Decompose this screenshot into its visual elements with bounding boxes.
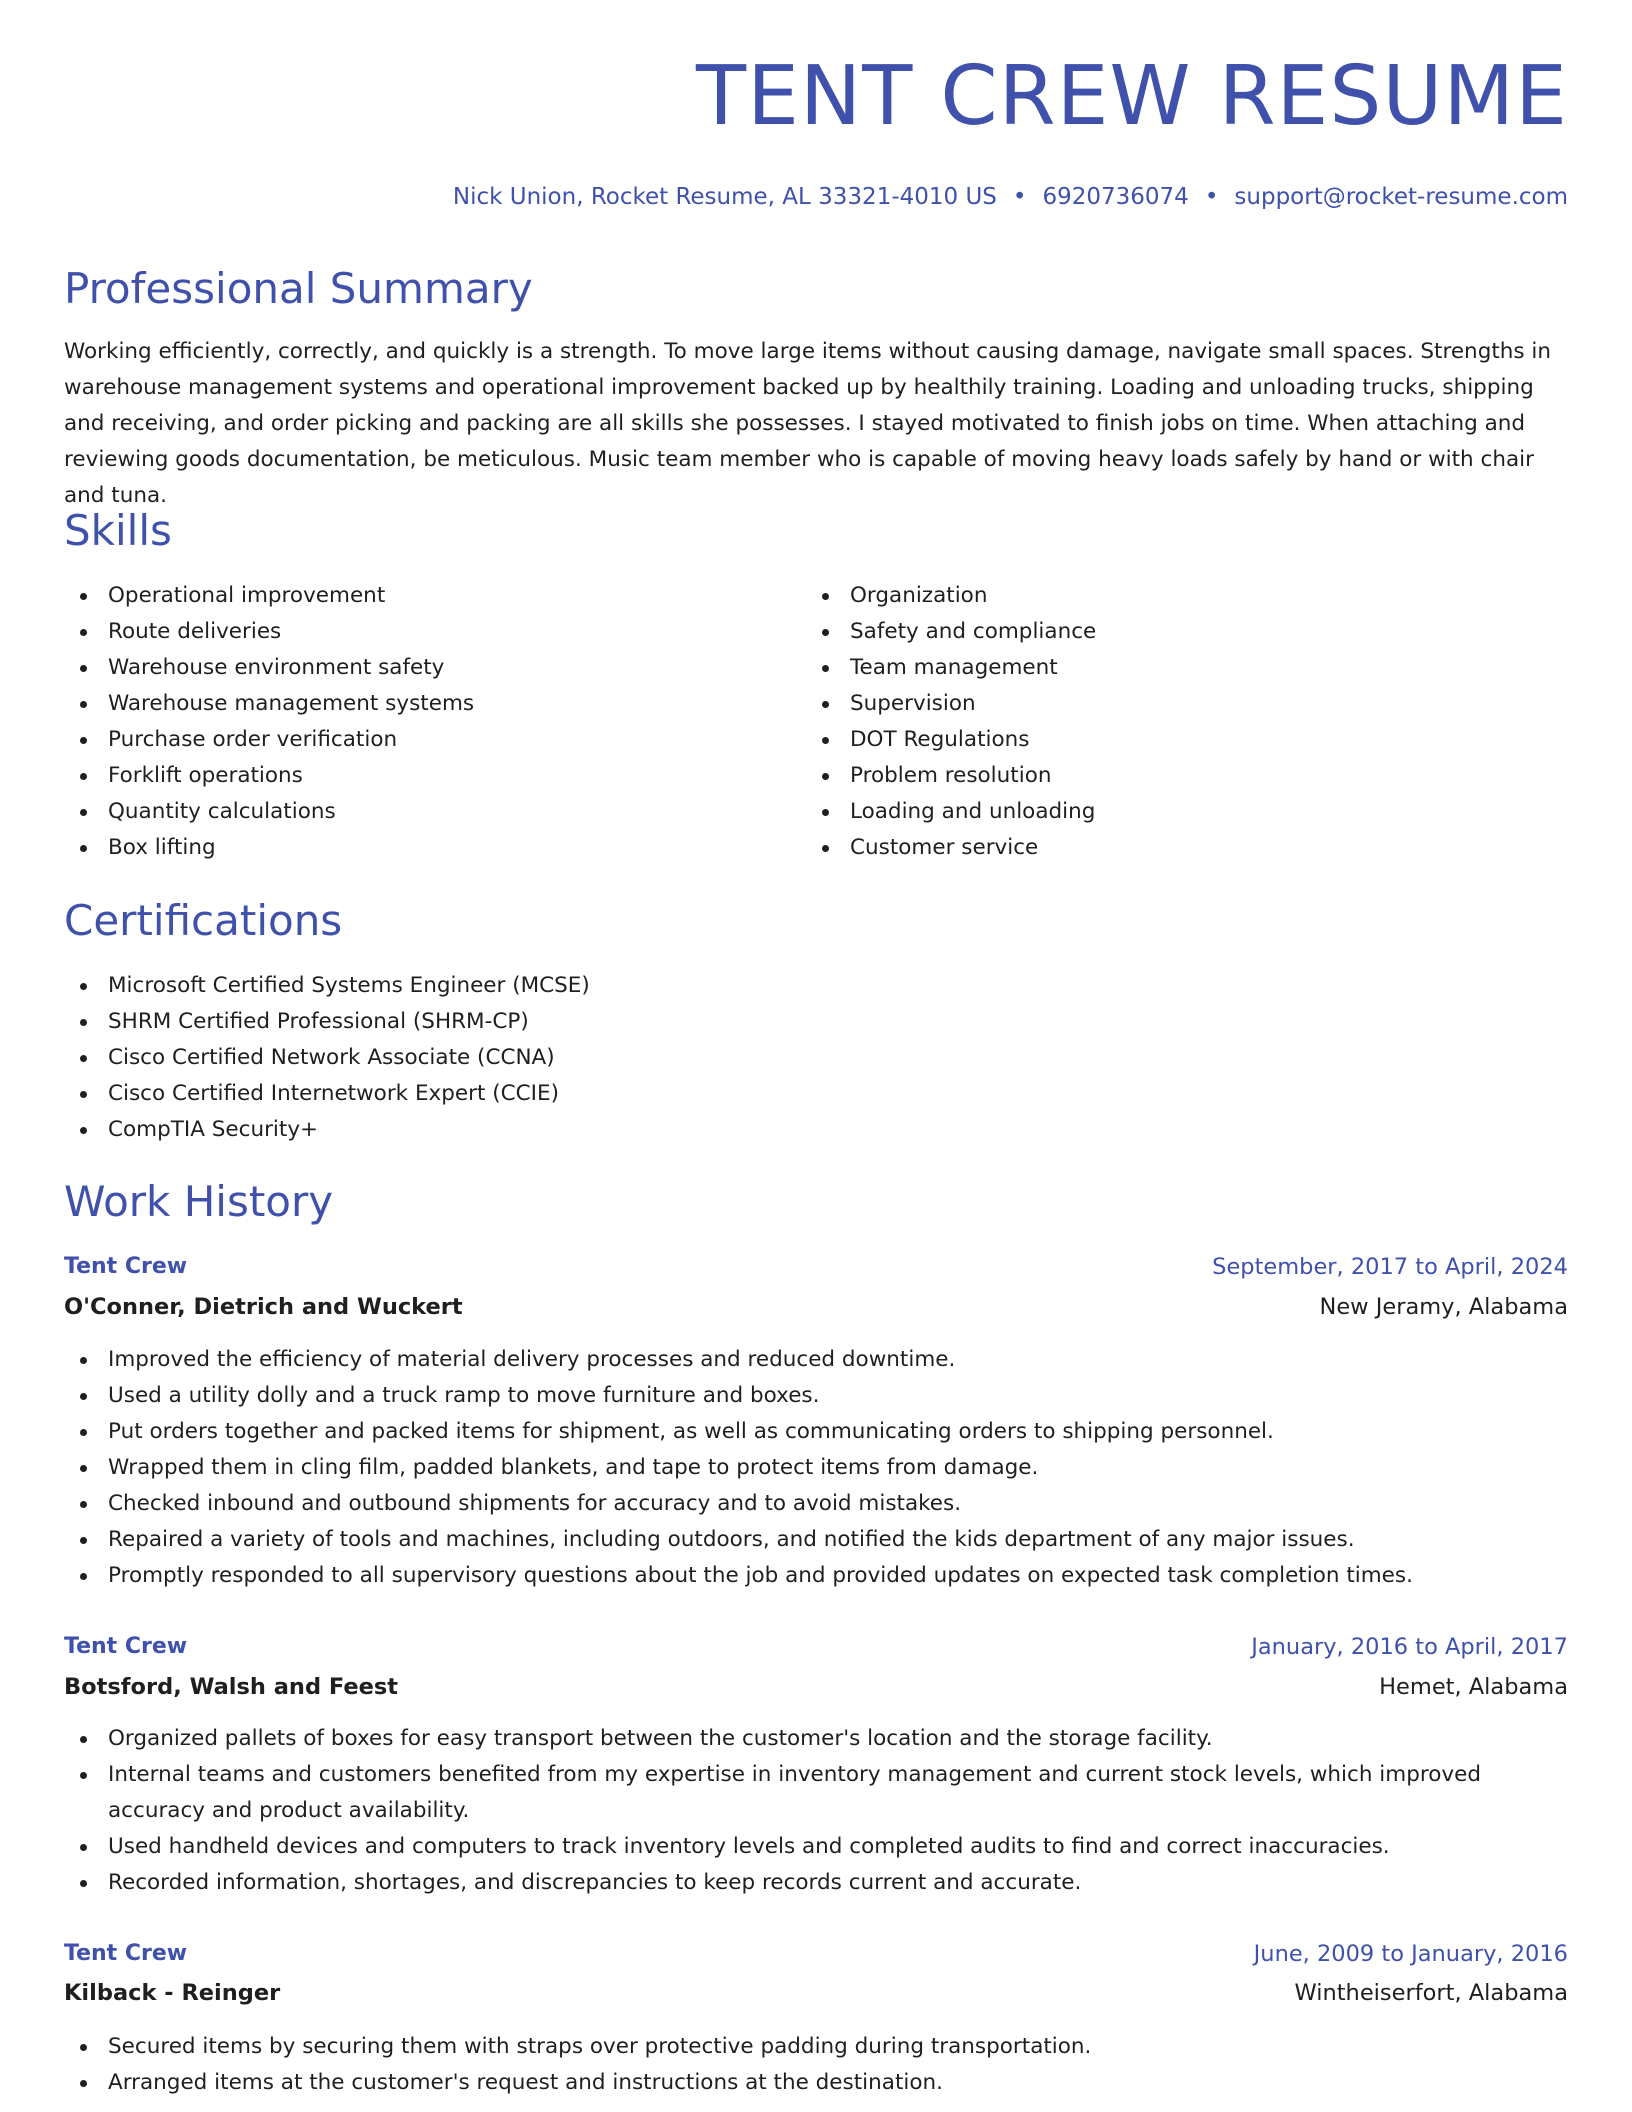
job-role: Tent Crew	[64, 1634, 188, 1659]
job-location: Hemet, Alabama	[1379, 1674, 1568, 1700]
job-company: Botsford, Walsh and Feest	[64, 1674, 399, 1700]
contact-address: Nick Union, Rocket Resume, AL 33321-4010 US	[452, 184, 997, 210]
skill-text: Quantity calculations	[108, 799, 336, 824]
bullet-dot	[80, 845, 87, 852]
bullet-dot	[80, 773, 87, 780]
bullet-dot	[80, 665, 87, 672]
job-bullet	[64, 1558, 1568, 1594]
skill-item	[806, 650, 1506, 686]
job-bullet-text: Improved the efficiency of material delivery processes and reduced downtime.	[108, 1347, 956, 1372]
summary-text: Working efficiently, correctly, and quickly is a strength. To move large items without causing damage, navigate small spaces. Strengths in warehouse management systems and operational improvement backed up by healthily training. Loading and unloading trucks, shipping and receiving, and order picking and packing are all skills she possesses. I stayed motivated to finish jobs on time. When attaching and reviewing goods documentation, be meticulous. Music team member who is capable of moving heavy loads safely by hand or with chair and tuna.	[64, 339, 1552, 508]
job-bullet-text: Checked inbound and outbound shipments for accuracy and to avoid mistakes.	[108, 1491, 962, 1516]
certification-item	[64, 1004, 964, 1040]
skill-item	[64, 686, 764, 722]
bullet-dot	[80, 1736, 87, 1743]
job-company: Kilback - Reinger	[64, 1980, 281, 2006]
skill-text: Supervision	[850, 691, 976, 716]
job-bullet-text: Organized pallets of boxes for easy transport between the customer's location and the storage facility.	[108, 1726, 1213, 1751]
resume-title: TENT CREW RESUME	[696, 49, 1568, 144]
skill-text: Purchase order verification	[108, 727, 398, 752]
job-bullet-text: Put orders together and packed items for shipment, as well as communicating orders to shipping personnel.	[108, 1419, 1274, 1444]
job-dates: January, 2016 to April, 2017	[1251, 1634, 1568, 1660]
job-bullet	[64, 1721, 1568, 1757]
bullet-dot	[80, 1880, 87, 1887]
skill-item	[806, 794, 1506, 830]
contact-separator: •	[1204, 184, 1219, 210]
bullet-dot	[80, 1429, 87, 1436]
job-bullet	[64, 1450, 1568, 1486]
contact-phone: 6920736074	[1042, 184, 1189, 210]
skill-text: Warehouse environment safety	[108, 655, 445, 680]
bullet-dot	[80, 1844, 87, 1851]
skill-text: Organization	[850, 583, 988, 608]
job-location: New Jeramy, Alabama	[1319, 1294, 1568, 1320]
bullet-dot	[80, 2080, 87, 2087]
skill-text: Safety and compliance	[850, 619, 1097, 644]
job-bullet	[64, 1757, 1568, 1829]
job-bullet-text: Used a utility dolly and a truck ramp to move furniture and boxes.	[108, 1383, 820, 1408]
bullet-dot	[80, 1573, 87, 1580]
bullet-dot	[80, 1019, 87, 1026]
bullet-dot	[80, 593, 87, 600]
skill-item	[64, 722, 764, 758]
job-bullet	[64, 1414, 1568, 1450]
job-bullet-list	[64, 2029, 1568, 2101]
bullet-dot	[80, 1537, 87, 1544]
job-bullet	[64, 1865, 1568, 1901]
certification-item	[64, 1076, 964, 1112]
job-dates: September, 2017 to April, 2024	[1212, 1254, 1568, 1280]
bullet-dot	[80, 2044, 87, 2051]
job-bullet-list	[64, 1342, 1568, 1594]
job-bullet	[64, 1486, 1568, 1522]
job-bullet-text: Internal teams and customers benefited from my expertise in inventory management and current stock levels, which improved accuracy and product availability.	[108, 1762, 1481, 1823]
bullet-dot	[80, 1127, 87, 1134]
job-location: Wintheiserfort, Alabama	[1294, 1980, 1568, 2006]
certification-text: Cisco Certified Internetwork Expert (CCIE)	[108, 1081, 559, 1106]
bullet-dot	[80, 701, 87, 708]
skill-text: Operational improvement	[108, 583, 386, 608]
skill-text: DOT Regulations	[850, 727, 1030, 752]
summary-heading: Professional Summary	[64, 264, 533, 313]
bullet-dot	[80, 629, 87, 636]
bullet-dot	[822, 845, 829, 852]
skill-item	[64, 830, 764, 866]
job-bullet-list	[64, 1721, 1568, 1901]
bullet-dot	[822, 737, 829, 744]
skill-item	[64, 650, 764, 686]
job-role: Tent Crew	[64, 1254, 188, 1279]
skill-item	[64, 614, 764, 650]
certification-text: Cisco Certified Network Associate (CCNA)	[108, 1045, 555, 1070]
job-bullet	[64, 1522, 1568, 1558]
job-role: Tent Crew	[64, 1941, 188, 1966]
bullet-dot	[80, 1465, 87, 1472]
certifications-heading: Certifications	[64, 896, 343, 945]
job-bullet-text: Arranged items at the customer's request and instructions at the destination.	[108, 2070, 943, 2095]
certification-item	[64, 1040, 964, 1076]
contact-separator: •	[1012, 184, 1027, 210]
skill-item	[64, 794, 764, 830]
job-bullet	[64, 1342, 1568, 1378]
certification-text: SHRM Certified Professional (SHRM-CP)	[108, 1009, 529, 1034]
bullet-dot	[80, 737, 87, 744]
certification-text: CompTIA Security+	[108, 1117, 319, 1142]
job-bullet	[64, 2065, 1568, 2101]
job-company: O'Conner, Dietrich and Wuckert	[64, 1294, 463, 1320]
skills-list-right	[806, 578, 1506, 866]
bullet-dot	[80, 809, 87, 816]
bullet-dot	[80, 1393, 87, 1400]
job-bullet	[64, 2029, 1568, 2065]
skill-item	[64, 578, 764, 614]
job-dates: June, 2009 to January, 2016	[1253, 1941, 1568, 1967]
bullet-dot	[822, 701, 829, 708]
contact-line	[453, 183, 1568, 211]
skill-text: Problem resolution	[850, 763, 1052, 788]
skill-item	[806, 758, 1506, 794]
job-bullet-text: Used handheld devices and computers to track inventory levels and completed audits to find and correct inaccuracies.	[108, 1834, 1390, 1859]
bullet-dot	[80, 1357, 87, 1364]
job-bullet-text: Secured items by securing them with straps over protective padding during transportation.	[108, 2034, 1092, 2059]
skill-text: Warehouse management systems	[108, 691, 475, 716]
bullet-dot	[822, 593, 829, 600]
certification-text: Microsoft Certified Systems Engineer (MCSE)	[108, 973, 590, 998]
skill-item	[64, 758, 764, 794]
skill-item	[806, 686, 1506, 722]
job-bullet	[64, 1829, 1568, 1865]
skill-text: Forklift operations	[108, 763, 303, 788]
job-bullet-text: Promptly responded to all supervisory questions about the job and provided updates on expected task completion times.	[108, 1563, 1413, 1588]
bullet-dot	[80, 983, 87, 990]
bullet-dot	[822, 665, 829, 672]
certifications-list	[64, 968, 964, 1148]
work-history-heading: Work History	[64, 1177, 334, 1226]
skill-item	[806, 614, 1506, 650]
skill-text: Loading and unloading	[850, 799, 1096, 824]
certification-item	[64, 968, 964, 1004]
bullet-dot	[822, 629, 829, 636]
skill-text: Box lifting	[108, 835, 216, 860]
skill-item	[806, 830, 1506, 866]
job-bullet-text: Wrapped them in cling film, padded blankets, and tape to protect items from damage.	[108, 1455, 1039, 1480]
bullet-dot	[822, 773, 829, 780]
bullet-dot	[80, 1501, 87, 1508]
skill-item	[806, 578, 1506, 614]
skill-text: Customer service	[850, 835, 1039, 860]
bullet-dot	[80, 1772, 87, 1779]
job-bullet-text: Recorded information, shortages, and discrepancies to keep records current and accurate.	[108, 1870, 1082, 1895]
bullet-dot	[822, 809, 829, 816]
skills-heading: Skills	[64, 506, 172, 555]
contact-email: support@rocket-resume.com	[1234, 184, 1568, 210]
certification-item	[64, 1112, 964, 1148]
skills-list-left	[64, 578, 764, 866]
job-bullet-text: Repaired a variety of tools and machines, including outdoors, and notified the kids department of any major issues.	[108, 1527, 1355, 1552]
skill-text: Route deliveries	[108, 619, 282, 644]
bullet-dot	[80, 1055, 87, 1062]
skill-text: Team management	[850, 655, 1058, 680]
bullet-dot	[80, 1091, 87, 1098]
job-bullet	[64, 1378, 1568, 1414]
skill-item	[806, 722, 1506, 758]
